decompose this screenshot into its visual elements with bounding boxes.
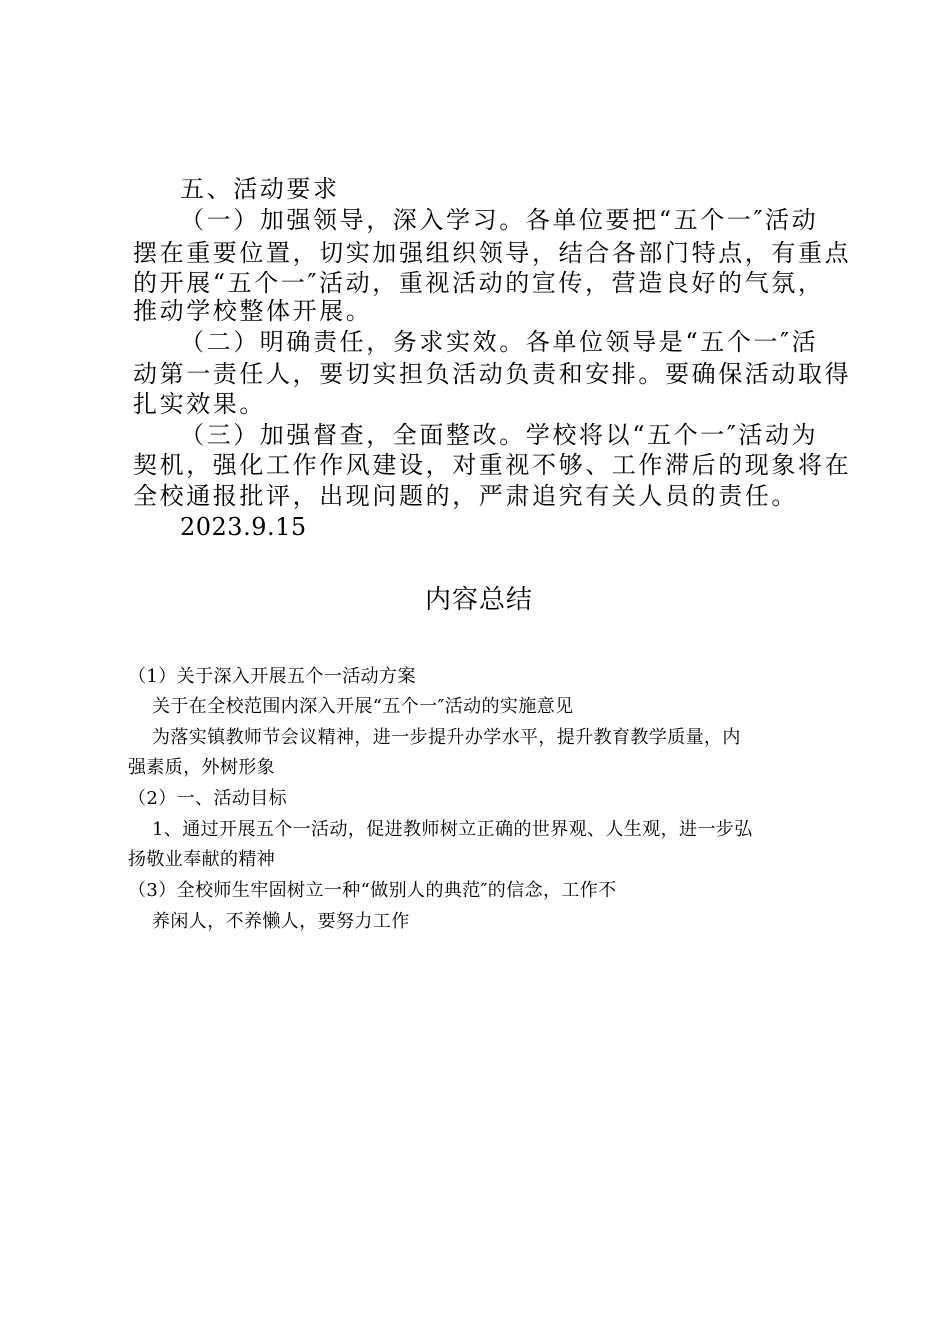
summary-title: 内容总结: [425, 585, 534, 615]
paragraph-line: （二）明确责任，务求实效。各单位领导是“五个一″活: [180, 328, 819, 356]
summary-item: 关于在全校范围内深入开展“五个一″活动的实施意见: [152, 696, 574, 717]
summary-item: 强素质，外树形象: [128, 757, 276, 778]
summary-item: 养闲人，不养懒人，要努力工作: [152, 911, 410, 932]
paragraph-line: （一）加强领导，深入学习。各单位要把“五个一″活动: [180, 206, 819, 234]
document-date: 2023.9.15: [180, 513, 307, 541]
section-title: 五、活动要求: [180, 175, 340, 203]
paragraph-line: （三）加强督查，全面整改。学校将以“五个一″活动为: [180, 421, 819, 449]
summary-item: （1）关于深入开展五个一活动方案: [128, 666, 416, 687]
paragraph-line: 契机，强化工作作风建设，对重视不够、工作滞后的现象将在: [133, 451, 852, 479]
paragraph-line: 推动学校整体开展。: [133, 297, 373, 325]
summary-item: （3）全校师生牢固树立一种“做别人的典范″的信念，工作不: [128, 880, 617, 901]
paragraph-line: 的开展“五个一″活动，重视活动的宣传，营造良好的气氛，: [133, 269, 825, 297]
paragraph-line: 全校通报批评，出现问题的，严肃追究有关人员的责任。: [133, 482, 798, 510]
summary-item: 1、通过开展五个一活动，促进教师树立正确的世界观、人生观，进一步弘: [152, 819, 753, 840]
summary-item: （2）一、活动目标: [128, 788, 288, 809]
paragraph-line: 摆在重要位置，切实加强组织领导，结合各部门特点，有重点: [133, 239, 852, 267]
paragraph-line: 动第一责任人，要切实担负活动负责和安排。要确保活动取得: [133, 360, 852, 388]
summary-item: 为落实镇教师节会议精神，进一步提升办学水平，提升教育教学质量，内: [152, 727, 741, 748]
summary-item: 扬敬业奉献的精神: [128, 849, 276, 870]
paragraph-line: 扎实效果。: [133, 390, 266, 418]
